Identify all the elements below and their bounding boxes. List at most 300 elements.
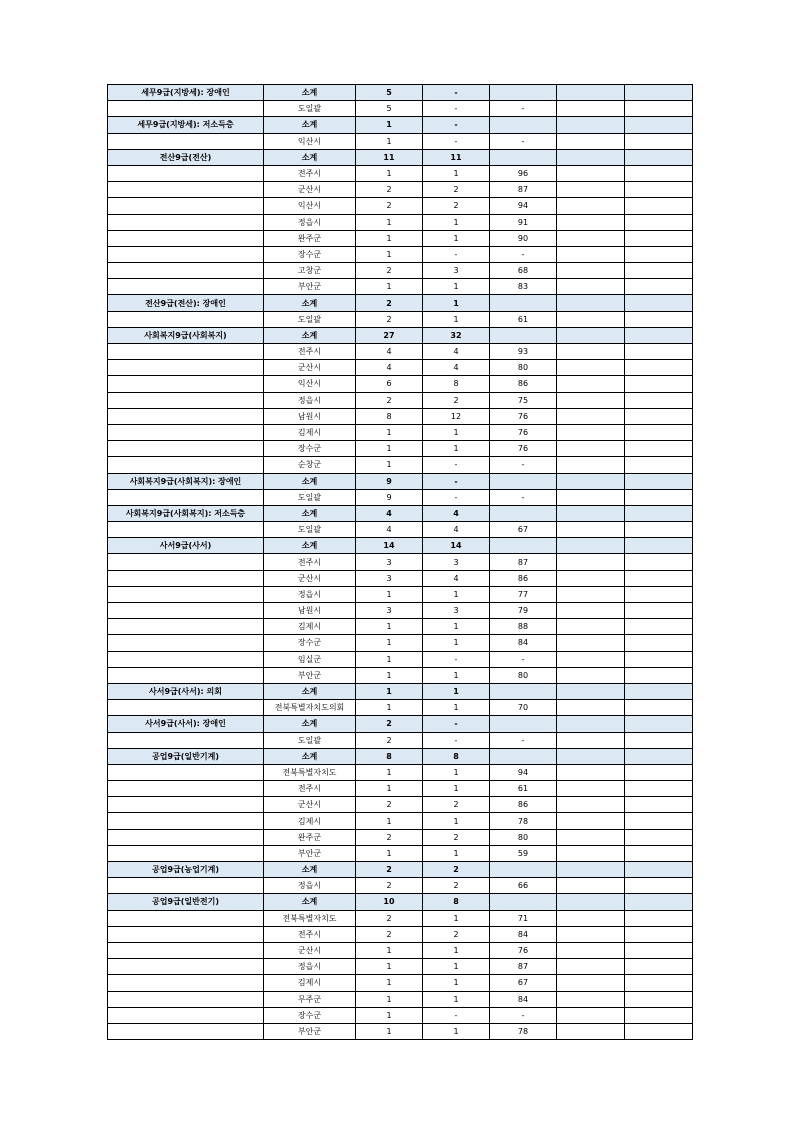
extra-cell-1 (557, 732, 625, 748)
extra-cell-2 (625, 1023, 693, 1039)
openings-cell: 1 (356, 942, 423, 958)
applicants-cell: 1 (423, 781, 490, 797)
job-category-cell: 세무9급(지방세): 저소득층 (108, 117, 264, 133)
openings-cell: 10 (356, 894, 423, 910)
extra-cell-1 (557, 279, 625, 295)
score-cell: - (490, 732, 557, 748)
region-cell: 고창군 (264, 263, 356, 279)
openings-cell: 2 (356, 392, 423, 408)
region-cell: 소계 (264, 327, 356, 343)
job-category-cell (108, 522, 264, 538)
applicants-cell: - (423, 651, 490, 667)
applicants-cell: 1 (423, 683, 490, 699)
extra-cell-2 (625, 198, 693, 214)
score-cell: - (490, 489, 557, 505)
extra-cell-2 (625, 716, 693, 732)
applicants-cell: 1 (423, 1023, 490, 1039)
extra-cell-1 (557, 586, 625, 602)
extra-cell-2 (625, 327, 693, 343)
extra-cell-1 (557, 392, 625, 408)
subtotal-row (108, 862, 693, 878)
region-cell: 전주시 (264, 926, 356, 942)
score-cell: 88 (490, 619, 557, 635)
table-row (108, 781, 693, 797)
extra-cell-2 (625, 991, 693, 1007)
openings-cell: 1 (356, 1007, 423, 1023)
extra-cell-2 (625, 1007, 693, 1023)
openings-cell: 1 (356, 279, 423, 295)
region-cell: 전주시 (264, 165, 356, 181)
openings-cell: 1 (356, 1023, 423, 1039)
region-cell: 정읍시 (264, 586, 356, 602)
region-cell: 전주시 (264, 781, 356, 797)
region-cell: 전북특별자치도 (264, 764, 356, 780)
extra-cell-2 (625, 473, 693, 489)
score-cell: 87 (490, 554, 557, 570)
extra-cell-1 (557, 263, 625, 279)
table-row (108, 797, 693, 813)
openings-cell: 2 (356, 198, 423, 214)
extra-cell-1 (557, 505, 625, 521)
openings-cell: 2 (356, 716, 423, 732)
applicants-cell: - (423, 1007, 490, 1023)
extra-cell-1 (557, 845, 625, 861)
openings-cell: 2 (356, 910, 423, 926)
openings-cell: 6 (356, 376, 423, 392)
table-row (108, 1023, 693, 1039)
extra-cell-1 (557, 797, 625, 813)
region-cell: 소계 (264, 538, 356, 554)
openings-cell: 14 (356, 538, 423, 554)
applicants-cell: - (423, 85, 490, 101)
extra-cell-2 (625, 424, 693, 440)
score-cell: 76 (490, 942, 557, 958)
openings-cell: 4 (356, 344, 423, 360)
applicants-cell: 1 (423, 424, 490, 440)
openings-cell: 1 (356, 133, 423, 149)
extra-cell-2 (625, 651, 693, 667)
extra-cell-1 (557, 959, 625, 975)
region-cell: 정읍시 (264, 959, 356, 975)
applicants-cell: 1 (423, 991, 490, 1007)
table-body (108, 85, 693, 1040)
extra-cell-2 (625, 85, 693, 101)
score-cell: 94 (490, 198, 557, 214)
region-cell: 완주군 (264, 829, 356, 845)
job-category-cell (108, 942, 264, 958)
extra-cell-1 (557, 716, 625, 732)
extra-cell-2 (625, 619, 693, 635)
table-row (108, 845, 693, 861)
table-row (108, 991, 693, 1007)
region-cell: 남원시 (264, 408, 356, 424)
table-row (108, 311, 693, 327)
extra-cell-1 (557, 182, 625, 198)
job-category-cell: 공업9급(일반기계) (108, 748, 264, 764)
region-cell: 군산시 (264, 797, 356, 813)
extra-cell-1 (557, 813, 625, 829)
job-category-cell (108, 101, 264, 117)
table-row (108, 408, 693, 424)
applicants-cell: 3 (423, 554, 490, 570)
region-cell: 소계 (264, 862, 356, 878)
job-category-cell: 사서9급(사서): 의회 (108, 683, 264, 699)
extra-cell-1 (557, 910, 625, 926)
region-cell: 전북특별자치도 (264, 910, 356, 926)
table-row (108, 376, 693, 392)
job-category-cell (108, 376, 264, 392)
score-cell: 68 (490, 263, 557, 279)
applicants-cell: 2 (423, 878, 490, 894)
score-cell (490, 85, 557, 101)
extra-cell-1 (557, 360, 625, 376)
extra-cell-1 (557, 522, 625, 538)
openings-cell: 1 (356, 959, 423, 975)
applicants-cell: 4 (423, 344, 490, 360)
subtotal-row (108, 538, 693, 554)
score-cell: 91 (490, 214, 557, 230)
applicants-cell: - (423, 473, 490, 489)
region-cell: 부안군 (264, 667, 356, 683)
extra-cell-1 (557, 700, 625, 716)
table-row (108, 1007, 693, 1023)
extra-cell-2 (625, 117, 693, 133)
score-cell: 71 (490, 910, 557, 926)
score-cell (490, 149, 557, 165)
openings-cell: 1 (356, 667, 423, 683)
score-cell (490, 748, 557, 764)
applicants-cell: 1 (423, 165, 490, 181)
extra-cell-1 (557, 376, 625, 392)
region-cell: 장수군 (264, 246, 356, 262)
applicants-cell: 1 (423, 295, 490, 311)
region-cell: 소계 (264, 295, 356, 311)
region-cell: 완주군 (264, 230, 356, 246)
openings-cell: 9 (356, 489, 423, 505)
score-cell: 86 (490, 797, 557, 813)
score-cell: - (490, 1007, 557, 1023)
extra-cell-2 (625, 764, 693, 780)
score-cell: 93 (490, 344, 557, 360)
openings-cell: 1 (356, 230, 423, 246)
job-category-cell (108, 635, 264, 651)
applicants-cell: 4 (423, 505, 490, 521)
subtotal-row (108, 505, 693, 521)
extra-cell-1 (557, 149, 625, 165)
extra-cell-2 (625, 683, 693, 699)
job-category-cell (108, 829, 264, 845)
job-category-cell (108, 781, 264, 797)
extra-cell-1 (557, 942, 625, 958)
table-row (108, 182, 693, 198)
table-row (108, 246, 693, 262)
openings-cell: 1 (356, 214, 423, 230)
score-cell: 80 (490, 360, 557, 376)
table-row (108, 457, 693, 473)
extra-cell-1 (557, 101, 625, 117)
region-cell: 소계 (264, 85, 356, 101)
region-cell: 장수군 (264, 441, 356, 457)
job-category-cell (108, 360, 264, 376)
region-cell: 장수군 (264, 635, 356, 651)
job-category-cell (108, 764, 264, 780)
score-cell: - (490, 651, 557, 667)
score-cell: - (490, 246, 557, 262)
extra-cell-1 (557, 570, 625, 586)
score-cell: 66 (490, 878, 557, 894)
extra-cell-2 (625, 926, 693, 942)
extra-cell-2 (625, 862, 693, 878)
openings-cell: 8 (356, 408, 423, 424)
subtotal-row (108, 748, 693, 764)
table-row (108, 910, 693, 926)
extra-cell-2 (625, 700, 693, 716)
score-cell: - (490, 457, 557, 473)
region-cell: 도일괄 (264, 101, 356, 117)
region-cell: 익산시 (264, 376, 356, 392)
openings-cell: 1 (356, 586, 423, 602)
applicants-cell: 2 (423, 198, 490, 214)
table-row (108, 101, 693, 117)
score-cell: 76 (490, 408, 557, 424)
extra-cell-2 (625, 797, 693, 813)
score-cell: 86 (490, 570, 557, 586)
extra-cell-1 (557, 1023, 625, 1039)
applicants-cell: - (423, 732, 490, 748)
extra-cell-2 (625, 942, 693, 958)
table-row (108, 522, 693, 538)
extra-cell-2 (625, 489, 693, 505)
score-cell: 76 (490, 424, 557, 440)
job-category-cell (108, 263, 264, 279)
job-category-cell (108, 586, 264, 602)
table-row (108, 133, 693, 149)
openings-cell: 1 (356, 813, 423, 829)
applicants-cell: 1 (423, 942, 490, 958)
job-category-cell (108, 732, 264, 748)
applicants-cell: 2 (423, 862, 490, 878)
region-cell: 정읍시 (264, 214, 356, 230)
region-cell: 군산시 (264, 570, 356, 586)
extra-cell-2 (625, 975, 693, 991)
subtotal-row (108, 295, 693, 311)
extra-cell-1 (557, 214, 625, 230)
openings-cell: 2 (356, 732, 423, 748)
region-cell: 소계 (264, 117, 356, 133)
openings-cell: 2 (356, 878, 423, 894)
extra-cell-1 (557, 538, 625, 554)
applicants-cell: 3 (423, 263, 490, 279)
job-category-cell (108, 700, 264, 716)
applicants-cell: 1 (423, 586, 490, 602)
extra-cell-1 (557, 619, 625, 635)
score-cell: 84 (490, 926, 557, 942)
applicants-cell: 1 (423, 279, 490, 295)
region-cell: 전북특별자치도의회 (264, 700, 356, 716)
region-cell: 김제시 (264, 813, 356, 829)
score-cell: 84 (490, 991, 557, 1007)
openings-cell: 9 (356, 473, 423, 489)
applicants-cell: 11 (423, 149, 490, 165)
extra-cell-1 (557, 781, 625, 797)
region-cell: 소계 (264, 473, 356, 489)
table-row (108, 667, 693, 683)
openings-cell: 1 (356, 991, 423, 1007)
score-cell (490, 327, 557, 343)
applicants-cell: 1 (423, 813, 490, 829)
region-cell: 익산시 (264, 133, 356, 149)
region-cell: 장수군 (264, 1007, 356, 1023)
extra-cell-1 (557, 862, 625, 878)
openings-cell: 11 (356, 149, 423, 165)
extra-cell-2 (625, 748, 693, 764)
openings-cell: 1 (356, 619, 423, 635)
score-cell: 59 (490, 845, 557, 861)
score-cell: 76 (490, 441, 557, 457)
openings-cell: 2 (356, 926, 423, 942)
extra-cell-1 (557, 327, 625, 343)
openings-cell: 3 (356, 570, 423, 586)
openings-cell: 4 (356, 505, 423, 521)
table-row (108, 360, 693, 376)
subtotal-row (108, 716, 693, 732)
extra-cell-2 (625, 408, 693, 424)
extra-cell-2 (625, 505, 693, 521)
extra-cell-2 (625, 894, 693, 910)
region-cell: 전주시 (264, 554, 356, 570)
applicants-cell: 1 (423, 441, 490, 457)
table-row (108, 263, 693, 279)
extra-cell-2 (625, 667, 693, 683)
score-cell: 61 (490, 781, 557, 797)
job-category-cell (108, 246, 264, 262)
extra-cell-1 (557, 133, 625, 149)
job-category-cell (108, 1007, 264, 1023)
extra-cell-2 (625, 376, 693, 392)
score-cell (490, 295, 557, 311)
job-category-cell (108, 554, 264, 570)
job-category-cell (108, 797, 264, 813)
subtotal-row (108, 683, 693, 699)
job-category-cell (108, 441, 264, 457)
job-category-cell: 공업9급(농업기계) (108, 862, 264, 878)
table-row (108, 942, 693, 958)
table-row (108, 829, 693, 845)
applicants-cell: 2 (423, 926, 490, 942)
extra-cell-2 (625, 603, 693, 619)
table-row (108, 230, 693, 246)
table-row (108, 619, 693, 635)
score-cell (490, 894, 557, 910)
extra-cell-2 (625, 246, 693, 262)
applicants-cell: 2 (423, 797, 490, 813)
openings-cell: 1 (356, 424, 423, 440)
applicants-cell: 1 (423, 230, 490, 246)
job-category-cell (108, 311, 264, 327)
score-cell: 87 (490, 959, 557, 975)
table-row (108, 279, 693, 295)
applicants-cell: 4 (423, 570, 490, 586)
openings-cell: 5 (356, 85, 423, 101)
extra-cell-1 (557, 246, 625, 262)
region-cell: 도일괄 (264, 522, 356, 538)
table-row (108, 554, 693, 570)
table-row (108, 586, 693, 602)
extra-cell-2 (625, 538, 693, 554)
applicants-cell: 1 (423, 619, 490, 635)
region-cell: 소계 (264, 149, 356, 165)
job-category-cell: 전산9급(전산): 장애인 (108, 295, 264, 311)
applicants-cell: 3 (423, 603, 490, 619)
subtotal-row (108, 894, 693, 910)
extra-cell-2 (625, 910, 693, 926)
score-cell (490, 117, 557, 133)
job-category-cell (108, 424, 264, 440)
job-category-cell (108, 667, 264, 683)
region-cell: 군산시 (264, 360, 356, 376)
job-category-cell (108, 570, 264, 586)
table-row (108, 165, 693, 181)
extra-cell-1 (557, 926, 625, 942)
score-cell: 67 (490, 975, 557, 991)
applicants-cell: 2 (423, 182, 490, 198)
job-category-cell (108, 959, 264, 975)
region-cell: 김제시 (264, 619, 356, 635)
applicants-cell: 1 (423, 311, 490, 327)
table-row (108, 813, 693, 829)
job-category-cell (108, 975, 264, 991)
extra-cell-2 (625, 829, 693, 845)
table-row (108, 651, 693, 667)
job-category-cell (108, 133, 264, 149)
job-category-cell: 공업9급(일반전기) (108, 894, 264, 910)
openings-cell: 1 (356, 165, 423, 181)
openings-cell: 2 (356, 295, 423, 311)
applicants-cell: - (423, 716, 490, 732)
extra-cell-1 (557, 635, 625, 651)
table-row (108, 570, 693, 586)
extra-cell-2 (625, 263, 693, 279)
job-category-cell (108, 182, 264, 198)
job-category-cell (108, 457, 264, 473)
job-category-cell (108, 910, 264, 926)
applicants-cell: - (423, 246, 490, 262)
score-cell: 79 (490, 603, 557, 619)
openings-cell: 5 (356, 101, 423, 117)
applicants-cell: 8 (423, 894, 490, 910)
table-row (108, 392, 693, 408)
region-cell: 김제시 (264, 424, 356, 440)
score-cell: 80 (490, 829, 557, 845)
job-category-cell (108, 651, 264, 667)
job-category-cell (108, 165, 264, 181)
score-cell: 94 (490, 764, 557, 780)
region-cell: 무주군 (264, 991, 356, 1007)
openings-cell: 1 (356, 457, 423, 473)
subtotal-row (108, 85, 693, 101)
job-category-cell: 사서9급(사서) (108, 538, 264, 554)
score-cell (490, 473, 557, 489)
applicants-cell: 32 (423, 327, 490, 343)
extra-cell-2 (625, 781, 693, 797)
score-cell: 75 (490, 392, 557, 408)
extra-cell-2 (625, 457, 693, 473)
applicants-cell: 8 (423, 376, 490, 392)
table-row (108, 878, 693, 894)
extra-cell-1 (557, 878, 625, 894)
extra-cell-1 (557, 311, 625, 327)
table-row (108, 635, 693, 651)
